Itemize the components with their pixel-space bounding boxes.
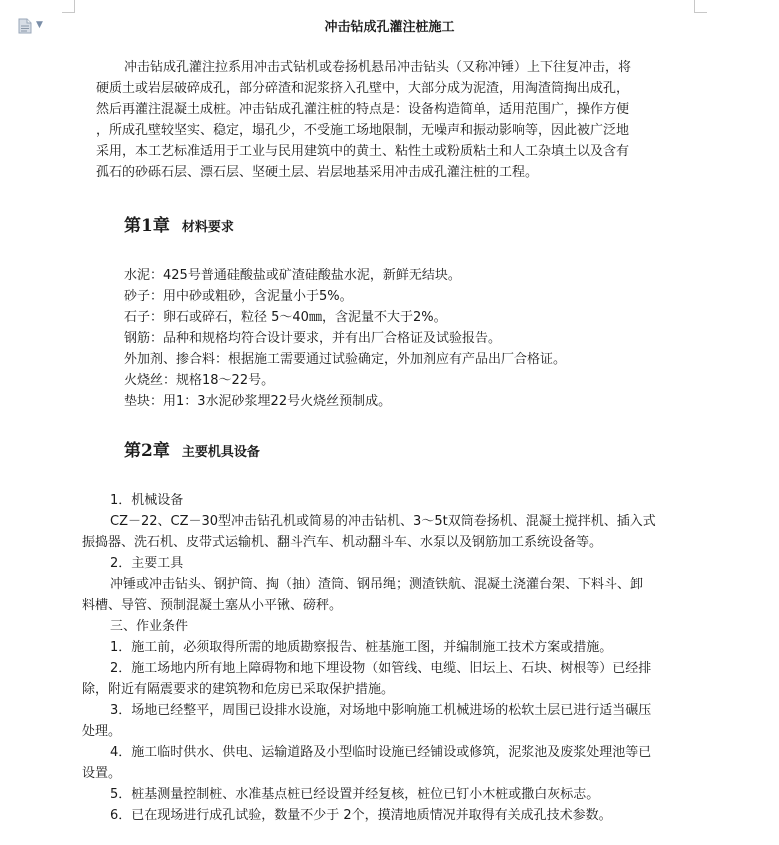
body-line: 料槽、导管、预制混凝土塞从小平锹、磅秤。 <box>82 598 343 613</box>
material-item: 垫块：用1：3水泥砂浆埋22号火烧丝预制成。 <box>124 394 392 409</box>
material-item: 外加剂、掺合料：根据施工需要通过试验确定，外加剂应有产品出厂合格证。 <box>124 352 567 367</box>
intro-line-5: 采用，本工艺标准适用于工业与民用建筑中的黄土、粘性土或粉质粘土和人工杂填土以及含有 <box>96 144 630 159</box>
chapter-name: 材料要求 <box>181 220 234 235</box>
chapter-name: 主要机具设备 <box>181 445 260 460</box>
intro-line-4: ，所成孔壁较坚实、稳定，塌孔少，不受施工场地限制，无噪声和振动影响等，因此被广泛地 <box>96 123 630 138</box>
chapter-2-heading <box>124 436 260 461</box>
section-heading: 1．机械设备 <box>110 493 184 508</box>
section-heading: 三、作业条件 <box>110 619 189 634</box>
body-line: 振捣器、洗石机、皮带式运输机、翻斗汽车、机动翻斗车、水泵以及钢筋加工系统设备等。 <box>82 535 603 550</box>
intro-line-6: 孤石的砂砾石层、漂石层、坚硬土层、岩层地基采用冲击成孔灌注桩的工程。 <box>96 165 539 180</box>
body-line: 4．施工临时供水、供电、运输道路及小型临时设施已经铺设或修筑，泥浆池及废浆处理池等已 <box>110 745 652 760</box>
intro-line-1: 冲击钻成孔灌注拉系用冲击式钻机或卷扬机悬吊冲击钻头（又称冲锤）上下往复冲击，将 <box>124 60 632 75</box>
margin-corner-right <box>694 0 707 13</box>
body-line: 2．施工场地内所有地上障碍物和地下埋设物（如管线、电缆、旧坛上、石块、树根等）已经排 <box>110 661 652 676</box>
body-line: 除，附近有隔震要求的建筑物和危房已采取保护措施。 <box>82 682 395 697</box>
body-line: 3．场地已经整平，周围已设排水设施，对场地中影响施工机械进场的松软土层已进行适当碾压 <box>110 703 652 718</box>
body-line: CZ－22、CZ－30型冲击钻孔机或简易的冲击钻机、3～5t双筒卷扬机、混凝土搅拌机、插入式 <box>110 514 656 529</box>
chapter-number: 第2章 <box>124 441 170 461</box>
material-item: 石子：卵石或碎石，粒径 5～40㎜，含泥量不大于2%。 <box>124 310 447 325</box>
material-item: 火烧丝：规格18～22号。 <box>124 373 275 388</box>
body-line: 6．已在现场进行成孔试验，数量不少于 2个，摸清地质情况并取得有关成孔技术参数。 <box>110 808 612 823</box>
chapter-1-heading <box>124 211 234 236</box>
intro-line-2: 硬质土或岩层破碎成孔，部分碎渣和泥浆挤入孔壁中，大部分成为泥渣，用淘渣筒掏出成孔， <box>96 81 630 96</box>
body-line: 处理。 <box>82 724 122 739</box>
body-line: 1．施工前，必须取得所需的地质勘察报告、桩基施工图，并编制施工技术方案或措施。 <box>110 640 613 655</box>
material-item: 砂子：用中砂或粗砂，含泥量小于5%。 <box>124 289 353 304</box>
material-item: 钢筋：品种和规格均符合设计要求，并有出厂合格证及试验报告。 <box>124 331 502 346</box>
intro-line-3: 然后再灌注混凝土成桩。冲击钻成孔灌注桩的特点是：设备构造简单，适用范围广，操作方便 <box>96 102 630 117</box>
body-line: 5．桩基测量控制桩、水准基点桩已经设置并经复核，桩位已钉小木桩或撒白灰标志。 <box>110 787 600 802</box>
body-line: 设置。 <box>82 766 122 781</box>
chapter-number: 第1章 <box>124 216 170 236</box>
margin-corner-left <box>62 0 75 13</box>
section-heading: 2．主要工具 <box>110 556 184 571</box>
chevron-down-icon[interactable]: ▼ <box>36 20 43 30</box>
body-line: 冲锤或冲击钻头、钢护筒、掏（抽）渣筒、钢吊绳；测渣铁航、混凝土浇灌台架、下料斗、卸 <box>110 577 644 592</box>
document-title: 冲击钻成孔灌注桩施工 <box>324 20 455 35</box>
material-item: 水泥：425号普通硅酸盐或矿渣硅酸盐水泥，新鲜无结块。 <box>124 268 461 283</box>
